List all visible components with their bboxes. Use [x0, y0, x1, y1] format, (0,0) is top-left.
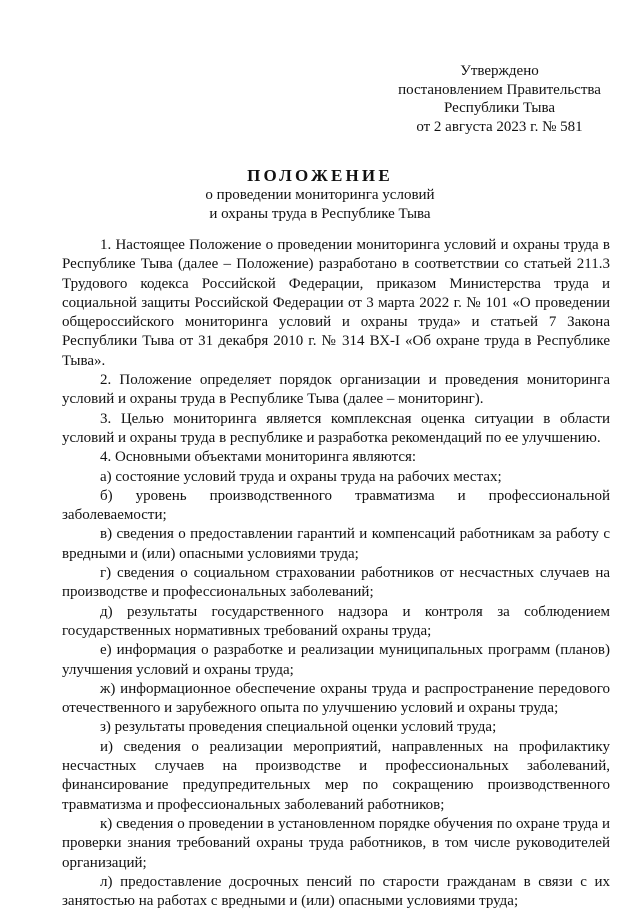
list-item-e: е) информация о разработке и реализации муниципальных программ (планов) улучшения условий и охраны труда; — [62, 642, 610, 678]
paragraph-1: 1. Настоящее Положение о проведении мониторинга условий и охраны труда в Республике Тыва (далее – Положение) разработано в соответствии со статьей 211.3 Трудового кодекса Российской Федерации, приказом Министерства труда и социальной защиты Российской Федерации от 3 марта 2022 г. № 101 «О проведении общероссийского мониторинга условий и охраны труда» и статьей 7 Закона Республики Тыва от 31 декабря 2010 г. № 314 ВХ-I «Об охране труда в Республике Тыва». — [62, 237, 610, 369]
document-subtitle: и охраны труда в Республике Тыва — [209, 205, 431, 222]
document-subtitle: о проведении мониторинга условий — [205, 187, 435, 203]
approval-line: Республики Тыва — [443, 100, 556, 116]
list-item-zh: ж) информационное обеспечение охраны труда и распространение передового отечественного и зарубежного опыта по улучшению условий и охраны труда; — [62, 680, 610, 717]
list-item-v: в) сведения о предоставлении гарантий и компенсаций работникам за работу с вредными и (или) опасными условиями труда; — [62, 526, 610, 562]
list-item-z: з) результаты проведения специальной оценки условий труда; — [100, 719, 497, 736]
document-heading — [150, 166, 490, 223]
approval-stamp — [392, 62, 607, 136]
list-item-g: г) сведения о социальном страховании работников от несчастных случаев на производстве и профессиональных заболеваний; — [62, 565, 610, 601]
document-body — [62, 236, 610, 911]
list-item-d: д) результаты государственного надзора и контроля за соблюдением государственных нормативных требований охраны труда; — [62, 603, 610, 639]
paragraph-4: 4. Основными объектами мониторинга являются: — [100, 449, 417, 466]
approval-line: постановлением Правительства — [398, 81, 601, 98]
paragraph-3: 3. Целью мониторинга является комплексная оценка ситуации в области условий и охраны труда в республике и разработка рекомендаций по ее улучшению. — [62, 410, 610, 446]
list-item-a: а) состояние условий труда и охраны труда на рабочих местах; — [100, 468, 502, 485]
approval-line: от 2 августа 2023 г. № 581 — [416, 118, 583, 135]
list-item-l: л) предоставление досрочных пенсий по старости гражданам в связи с их занятостью на работах с вредными и (или) опасными условиями труда; — [62, 873, 610, 910]
paragraph-2: 2. Положение определяет порядок организации и проведения мониторинга условий и охраны труда в Республике Тыва (далее – мониторинг). — [62, 372, 610, 408]
list-item-b: б) уровень производственного травматизма и профессиональной заболеваемости; — [62, 487, 610, 524]
approval-line: Утверждено — [460, 63, 539, 79]
list-item-i: и) сведения о реализации мероприятий, направленных на профилактику несчастных случаев на производстве и профессиональных заболеваний, финансирование предупредительных мер по сокращению производственного травматизма и профессиональных заболеваний работников; — [62, 738, 610, 813]
list-item-k: к) сведения о проведении в установленном порядке обучения по охране труда и проверки знания требований охраны труда работников, в том числе руководителей организаций; — [62, 815, 610, 871]
document-title: ПОЛОЖЕНИЕ — [247, 166, 393, 185]
